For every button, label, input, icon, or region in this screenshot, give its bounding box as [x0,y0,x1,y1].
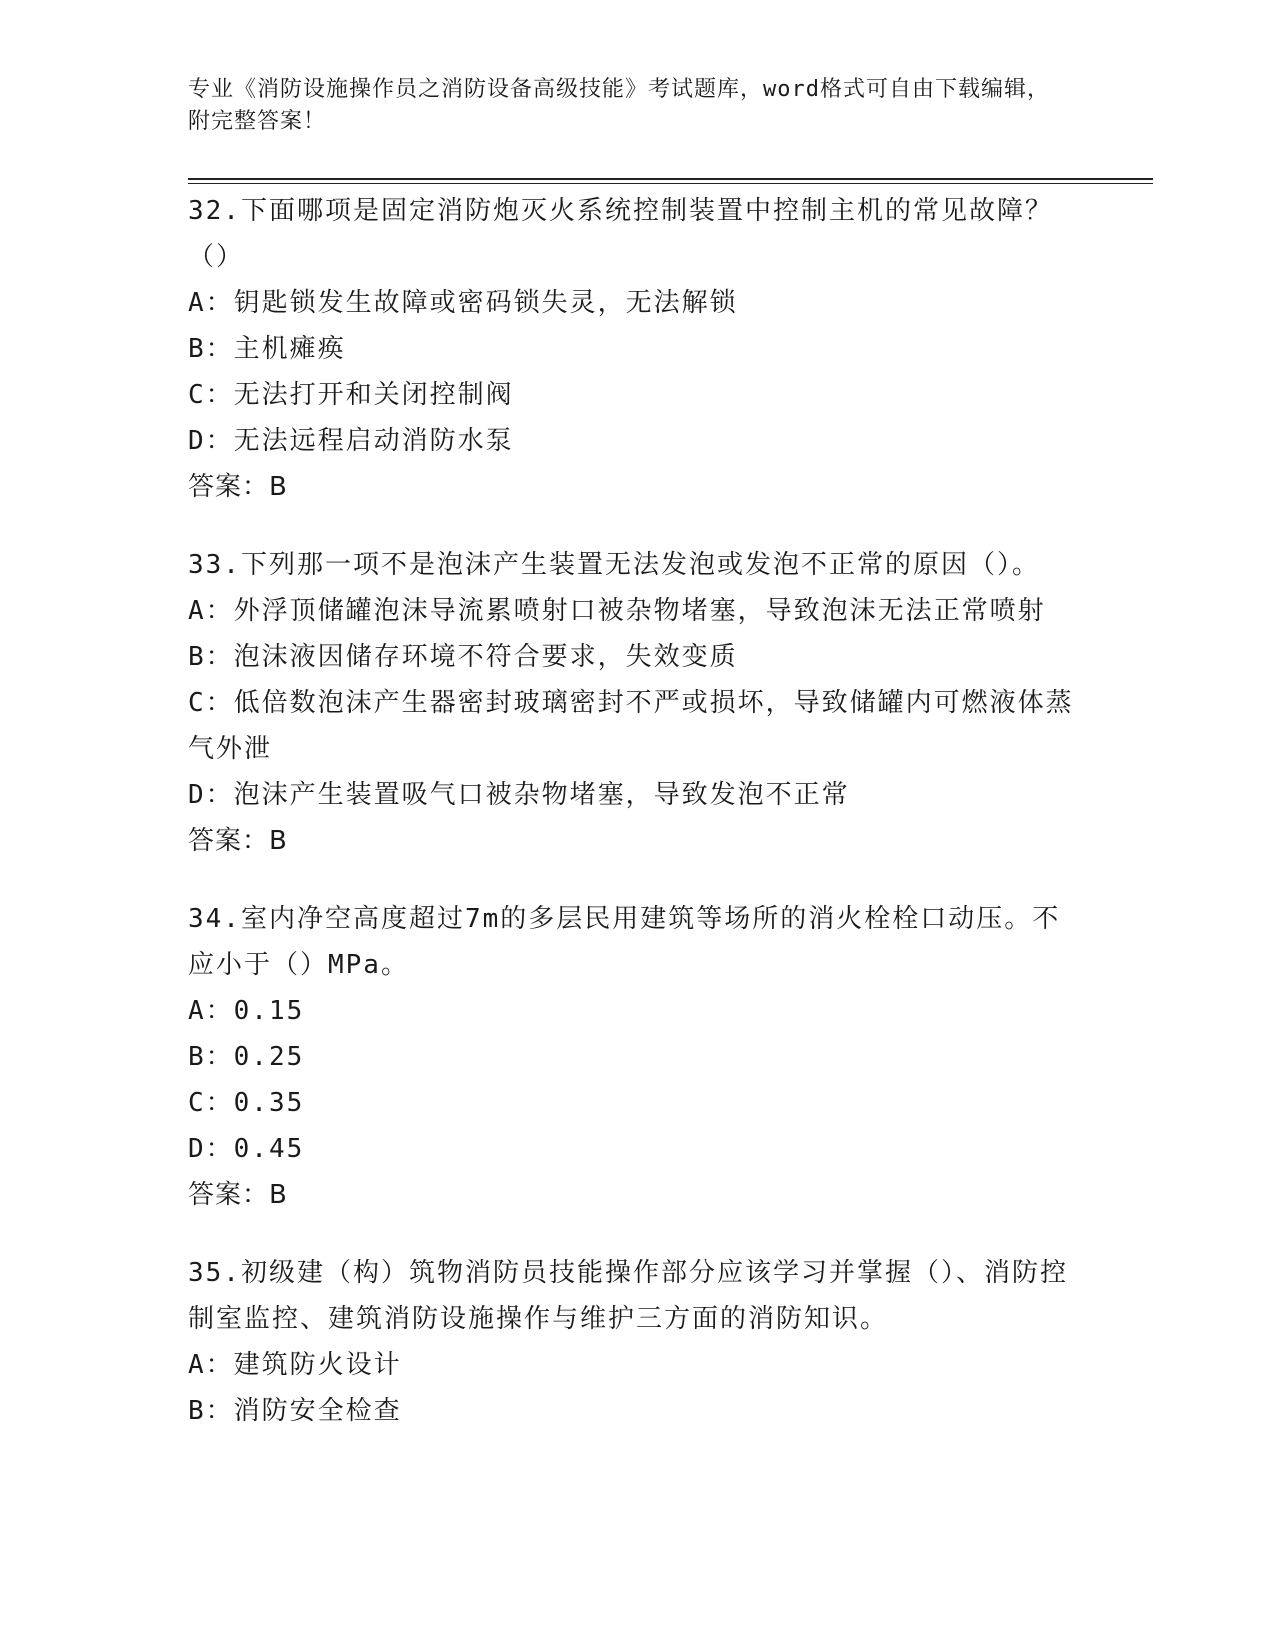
question-32 [188,188,1088,510]
question-text: 34.室内净空高度超过7m的多层民用建筑等场所的消火栓栓口动压。不应小于（）MPa。 [188,904,1061,980]
question-text: 33.下列那一项不是泡沫产生装置无法发泡或发泡不正常的原因（）。 [188,550,1040,580]
option-c: C：无法打开和关闭控制阀 [188,380,514,410]
option-c: C：0.35 [188,1088,305,1118]
header-divider-thin [188,183,1153,184]
question-33 [188,542,1088,864]
option-c: C：低倍数泡沫产生器密封玻璃密封不严或损坏，导致储罐内可燃液体蒸气外泄 [188,688,1074,764]
option-b: B：主机瘫痪 [188,334,346,364]
answer-label: 答案：B [188,1180,288,1210]
answer-label: 答案：B [188,472,288,502]
header-divider-thick [188,178,1153,180]
question-list [188,188,1088,1466]
option-d: D：泡沫产生装置吸气口被杂物堵塞，导致发泡不正常 [188,780,850,810]
option-a: A：0.15 [188,996,305,1026]
question-34 [188,896,1088,1218]
question-text: 32.下面哪项是固定消防炮灭火系统控制装置中控制主机的常见故障？（） [188,196,1053,272]
option-d: D：无法远程启动消防水泵 [188,426,514,456]
option-b: B：泡沫液因储存环境不符合要求，失效变质 [188,642,738,672]
option-b: B：消防安全检查 [188,1396,402,1426]
option-a: A：建筑防火设计 [188,1350,402,1380]
option-d: D：0.45 [188,1134,305,1164]
document-header: 专业《消防设施操作员之消防设备高级技能》考试题库，word格式可自由下载编辑，附完整答案！ [188,77,1050,134]
option-b: B：0.25 [188,1042,305,1072]
question-35 [188,1250,1088,1434]
answer-label: 答案：B [188,826,288,856]
question-text: 35.初级建（构）筑物消防员技能操作部分应该学习并掌握（）、消防控制室监控、建筑消防设施操作与维护三方面的消防知识。 [188,1258,1068,1334]
option-a: A：钥匙锁发生故障或密码锁失灵，无法解锁 [188,288,738,318]
option-a: A：外浮顶储罐泡沫导流累喷射口被杂物堵塞，导致泡沫无法正常喷射 [188,596,1046,626]
